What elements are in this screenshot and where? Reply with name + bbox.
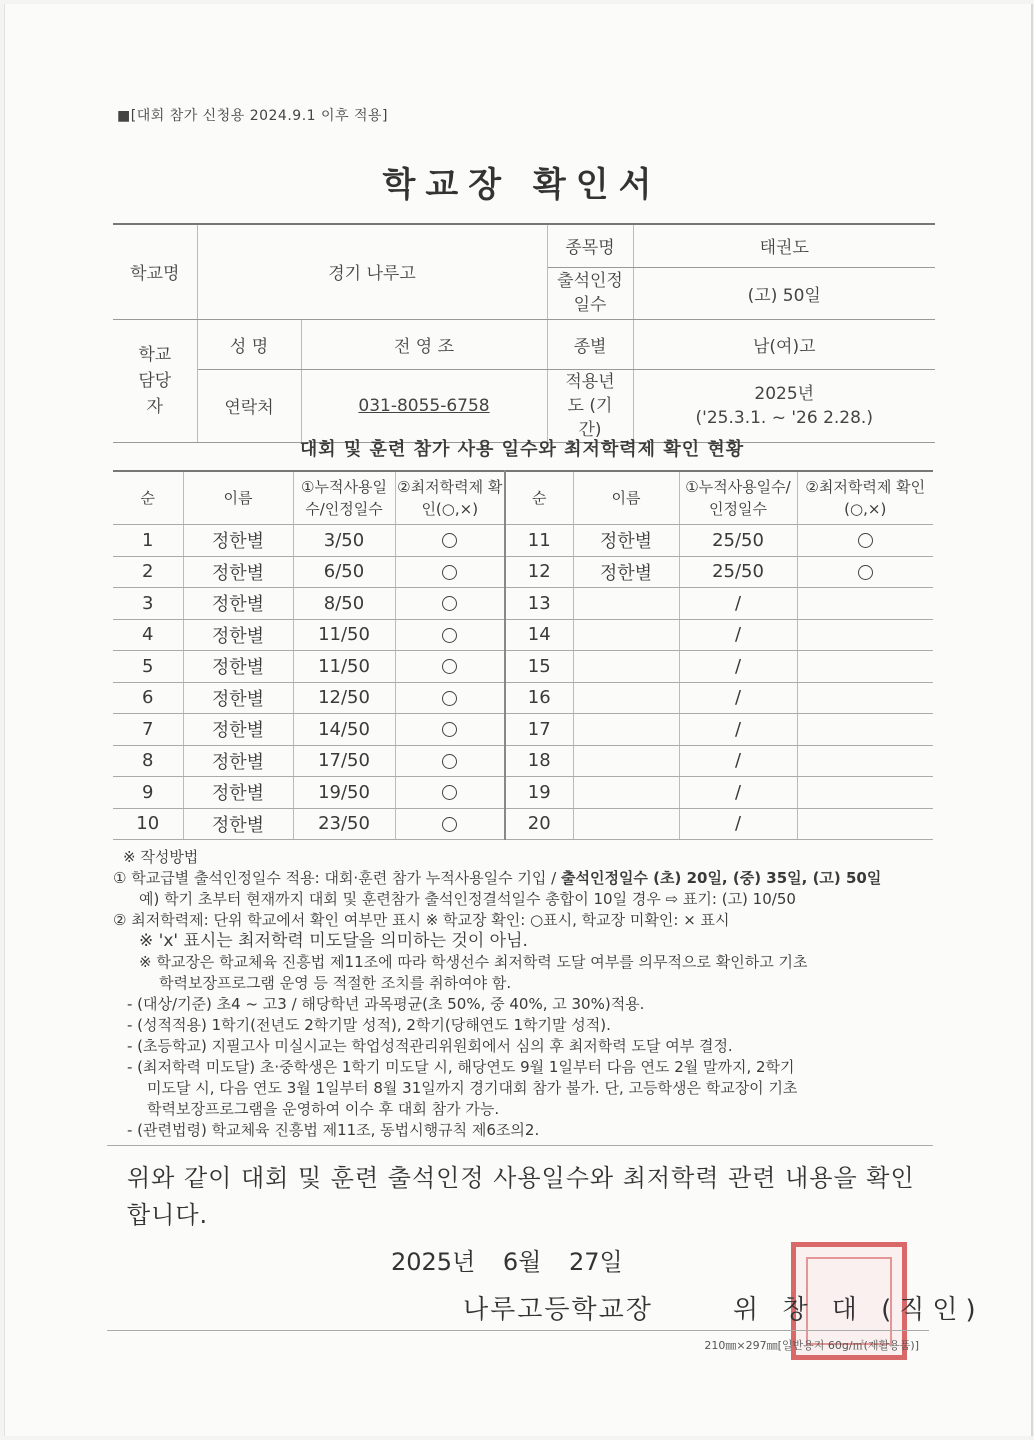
row-no: 8 xyxy=(113,745,183,777)
contact-value xyxy=(301,369,547,442)
row-min xyxy=(797,556,933,588)
attendance-table xyxy=(113,470,933,840)
row-days: 23/50 xyxy=(293,808,395,840)
info-table xyxy=(113,223,935,443)
note-3a: ※ 학교장은 학교체육 진흥법 제11조에 따라 학생선수 최저학력 도달 여부를 의무적으로 확인하고 기초 xyxy=(139,953,808,971)
confirm-text: 위와 같이 대회 및 훈련 출석인정 사용일수와 최저학력 관련 내용을 확인합니다. xyxy=(127,1164,915,1229)
row-min xyxy=(797,808,933,840)
section-title: 대회 및 훈련 참가 사용 일수와 최저학력제 확인 현황 xyxy=(299,439,745,460)
row-days: 12/50 xyxy=(293,682,395,714)
detail-4c: 학력보장프로그램을 운영하여 이수 후 대회 참가 가능. xyxy=(147,1100,500,1118)
detail-5: - (관련법령) 학교체육 진흥법 제11조, 동법시행규칙 제6조의2. xyxy=(127,1121,540,1139)
row-name xyxy=(573,808,679,840)
table-header-row xyxy=(113,471,933,525)
row-name xyxy=(573,651,679,683)
row-no: 4 xyxy=(113,619,183,651)
table-row xyxy=(113,651,933,683)
school-value: 경기 나루고 xyxy=(197,224,547,319)
note-2-x: ※ 'x' 표시는 최저학력 미도달을 의미하는 것이 아님. xyxy=(139,931,528,951)
row-days: 25/50 xyxy=(679,556,797,588)
row-days: 6/50 xyxy=(293,556,395,588)
attend-label: 출석인정 일수 xyxy=(547,267,633,319)
paper-spec: 210㎜×297㎜[일반용지 60g/㎡(재활용품)] xyxy=(704,1339,919,1352)
row-days: / xyxy=(679,619,797,651)
row-name xyxy=(573,619,679,651)
col-name-right: 이름 xyxy=(573,471,679,525)
row-name: 정한별 xyxy=(183,588,293,620)
row-no: 18 xyxy=(505,745,573,777)
row-no: 19 xyxy=(505,777,573,809)
col-name-left: 이름 xyxy=(183,471,293,525)
row-days: / xyxy=(679,651,797,683)
row-days: 25/50 xyxy=(679,525,797,557)
table-row xyxy=(113,777,933,809)
row-days: 19/50 xyxy=(293,777,395,809)
divider xyxy=(107,1145,933,1146)
event-value: 태권도 xyxy=(633,224,935,267)
row-min xyxy=(797,714,933,746)
date-day: 27일 xyxy=(569,1248,623,1276)
check-circle-icon xyxy=(442,691,457,706)
row-name: 정한별 xyxy=(573,525,679,557)
row-name: 정한별 xyxy=(183,556,293,588)
row-no: 5 xyxy=(113,651,183,683)
row-name: 정한별 xyxy=(183,714,293,746)
row-name: 정한별 xyxy=(183,745,293,777)
row-min xyxy=(797,777,933,809)
row-min xyxy=(395,525,505,557)
row-name xyxy=(573,745,679,777)
row-name: 정한별 xyxy=(573,556,679,588)
row-no: 3 xyxy=(113,588,183,620)
footer-divider xyxy=(107,1330,929,1331)
table-row xyxy=(113,682,933,714)
attendance-body xyxy=(113,525,933,840)
row-no: 6 xyxy=(113,682,183,714)
row-min xyxy=(395,682,505,714)
name-label: 성 명 xyxy=(197,319,301,369)
table-row xyxy=(113,588,933,620)
row-days: 8/50 xyxy=(293,588,395,620)
manager-label: 학교 담당자 xyxy=(113,319,197,442)
row-no: 20 xyxy=(505,808,573,840)
row-min xyxy=(395,808,505,840)
check-circle-icon xyxy=(442,659,457,674)
name-value: 전 영 조 xyxy=(301,319,547,369)
row-no: 13 xyxy=(505,588,573,620)
check-circle-icon xyxy=(442,754,457,769)
detail-1: - (대상/기준) 초4 ~ 고3 / 해당학년 과목평균(초 50%, 중 40%, 고 30%)적용. xyxy=(127,995,645,1013)
row-name xyxy=(573,714,679,746)
document-page xyxy=(4,4,1033,1436)
row-min xyxy=(395,777,505,809)
year-value: 2025년 xyxy=(754,383,815,404)
col-days-left: ①누적사용일수/인정일수 xyxy=(293,471,395,525)
date-month: 6월 xyxy=(502,1248,542,1276)
row-name xyxy=(573,682,679,714)
row-no: 14 xyxy=(505,619,573,651)
check-circle-icon xyxy=(442,533,457,548)
row-no: 12 xyxy=(505,556,573,588)
row-no: 17 xyxy=(505,714,573,746)
row-name: 정한별 xyxy=(183,808,293,840)
row-days: 17/50 xyxy=(293,745,395,777)
row-min xyxy=(797,619,933,651)
row-days: 14/50 xyxy=(293,714,395,746)
school-label: 학교명 xyxy=(113,224,197,319)
row-days: / xyxy=(679,777,797,809)
attend-value: (고) 50일 xyxy=(633,267,935,319)
check-circle-icon xyxy=(442,785,457,800)
row-name: 정한별 xyxy=(183,525,293,557)
check-circle-icon xyxy=(442,817,457,832)
signer-name: 위 창 대 (직인) xyxy=(733,1295,984,1325)
table-row xyxy=(113,556,933,588)
check-circle-icon xyxy=(442,565,457,580)
row-days: 3/50 xyxy=(293,525,395,557)
check-circle-icon xyxy=(442,596,457,611)
note-2: ② 최저학력제: 단위 학교에서 확인 여부만 표시 ※ 학교장 확인: ○표시, 학교장 미확인: × 표시 xyxy=(113,911,730,929)
signer-title: 나루고등학교장 xyxy=(463,1295,653,1325)
gender-label: 종별 xyxy=(547,319,633,369)
row-min xyxy=(797,651,933,683)
row-min xyxy=(395,745,505,777)
row-name: 정한별 xyxy=(183,682,293,714)
row-days: / xyxy=(679,588,797,620)
row-min xyxy=(395,619,505,651)
col-min-right: ②최저학력제 확인(○,×) xyxy=(797,471,933,525)
row-name xyxy=(573,777,679,809)
page-title: 학교장 확인서 xyxy=(382,165,662,205)
row-days: / xyxy=(679,682,797,714)
row-days: / xyxy=(679,808,797,840)
col-no-left: 순 xyxy=(113,471,183,525)
row-no: 16 xyxy=(505,682,573,714)
row-min xyxy=(797,745,933,777)
year-label: 적용년도 (기간) xyxy=(547,369,633,442)
phone-number: 031-8055-6758 xyxy=(358,395,490,416)
contact-label: 연락처 xyxy=(197,369,301,442)
row-days: 11/50 xyxy=(293,651,395,683)
row-days: / xyxy=(679,714,797,746)
table-row xyxy=(113,714,933,746)
row-name: 정한별 xyxy=(183,651,293,683)
row-min xyxy=(797,682,933,714)
row-min xyxy=(797,588,933,620)
row-no: 2 xyxy=(113,556,183,588)
table-row xyxy=(113,808,933,840)
col-no-right: 순 xyxy=(505,471,573,525)
check-circle-icon xyxy=(442,722,457,737)
header-note: ■[대회 참가 신청용 2024.9.1 이후 적용] xyxy=(117,108,389,124)
row-no: 11 xyxy=(505,525,573,557)
row-name: 정한별 xyxy=(183,777,293,809)
check-circle-icon xyxy=(858,565,873,580)
check-circle-icon xyxy=(858,533,873,548)
col-min-left: ②최저학력제 확인(○,×) xyxy=(395,471,505,525)
gender-value: 남(여)고 xyxy=(633,319,935,369)
note-1-example: 예) 학기 초부터 현재까지 대회 및 훈련참가 출석인정결석일수 총합이 10일 경우 ⇨ 표기: (고) 10/50 xyxy=(139,890,796,908)
row-min xyxy=(395,714,505,746)
row-no: 7 xyxy=(113,714,183,746)
detail-3: - (초등학교) 지필고사 미실시교는 학업성적관리위원회에서 심의 후 최저학력 도달 여부 결정. xyxy=(127,1037,733,1055)
row-min xyxy=(395,651,505,683)
note-3b: 학력보장프로그램 운영 등 적절한 조치를 취하여야 함. xyxy=(159,974,512,992)
detail-4a: - (최저학력 미도달) 초·중학생은 1학기 미도달 시, 해당연도 9월 1일부터 다음 연도 2월 말까지, 2학기 xyxy=(127,1058,795,1076)
date-line xyxy=(391,1242,623,1277)
notes-heading: ※ 작성방법 xyxy=(123,848,199,866)
notes-section xyxy=(113,847,935,1141)
row-no: 10 xyxy=(113,808,183,840)
col-days-right: ①누적사용일수/인정일수 xyxy=(679,471,797,525)
row-min xyxy=(395,556,505,588)
row-name xyxy=(573,588,679,620)
event-label: 종목명 xyxy=(547,224,633,267)
period-value: ('25.3.1. ~ '26 2.28.) xyxy=(695,407,873,428)
row-name: 정한별 xyxy=(183,619,293,651)
row-days: / xyxy=(679,745,797,777)
detail-2: - (성적적용) 1학기(전년도 2학기말 성적), 2학기(당해연도 1학기말 성적). xyxy=(127,1016,611,1034)
check-circle-icon xyxy=(442,628,457,643)
note-1: ① 학교급별 출석인정일수 적용: 대회·훈련 참가 누적사용일수 기입 / 출석인정일수 (초) 20일, (중) 35일, (고) 50일 xyxy=(113,869,882,887)
row-no: 1 xyxy=(113,525,183,557)
table-row xyxy=(113,745,933,777)
row-days: 11/50 xyxy=(293,619,395,651)
row-min xyxy=(797,525,933,557)
table-row xyxy=(113,525,933,557)
detail-4b: 미도달 시, 다음 연도 3월 1일부터 8월 31일까지 경기대회 참가 불가. 단, 고등학생은 학교장이 기초 xyxy=(147,1079,798,1097)
row-no: 15 xyxy=(505,651,573,683)
row-no: 9 xyxy=(113,777,183,809)
row-min xyxy=(395,588,505,620)
table-row xyxy=(113,619,933,651)
year-value-cell xyxy=(633,369,935,442)
date-year: 2025년 xyxy=(391,1248,476,1276)
